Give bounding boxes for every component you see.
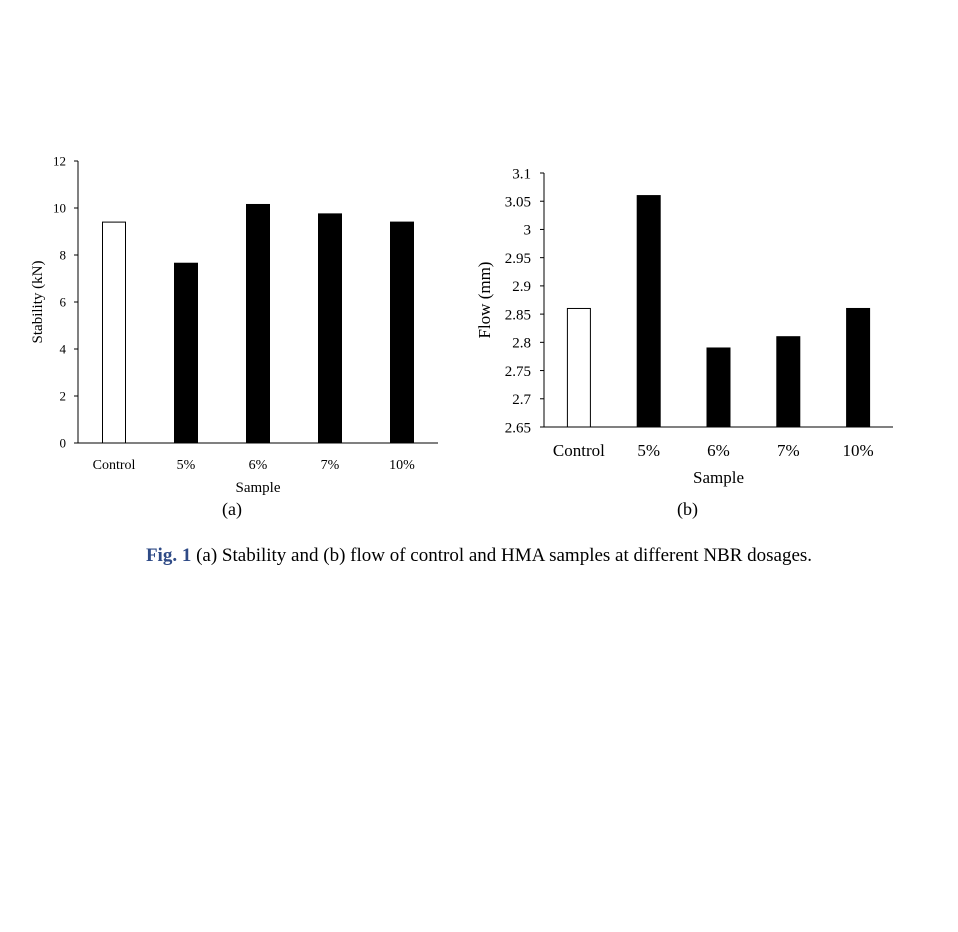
y-axis-label: Stability (kN) (30, 260, 46, 344)
x-category-label: 10% (389, 458, 415, 473)
y-tick-label: 2.75 (504, 363, 531, 380)
y-tick-label: 2.95 (504, 250, 531, 267)
y-tick-label: 3.1 (512, 166, 531, 183)
y-tick-label: 2.9 (512, 279, 531, 296)
x-axis-label: Sample (235, 480, 281, 496)
chart-b-flow (475, 166, 893, 487)
caption-text: (a) Stability and (b) flow of control and HMA samples at different NBR dosages. (191, 545, 813, 566)
bar-control (103, 222, 126, 443)
bar-7pct (777, 337, 800, 427)
y-tick-label: 3 (523, 222, 531, 239)
figure-number: Fig. 1 (145, 545, 192, 566)
panel-label-b: (b) (677, 499, 698, 519)
x-category-label: 6% (248, 458, 268, 473)
x-category-label: 6% (707, 441, 730, 460)
panel-label-a: (a) (222, 499, 242, 519)
x-category-label: 5% (176, 458, 196, 473)
x-category-label: Control (552, 441, 605, 460)
chart-a-stability (30, 154, 438, 496)
y-tick-label: 12 (53, 153, 66, 169)
y-tick-label: 2.85 (504, 307, 531, 324)
bar-10pct (391, 222, 414, 443)
bar-10pct (847, 308, 870, 427)
figure-caption (0, 545, 958, 567)
x-category-label: Control (92, 458, 136, 473)
x-category-label: 7% (320, 458, 340, 473)
y-tick-label: 2 (59, 388, 66, 404)
y-tick-label: 2.65 (504, 420, 531, 437)
y-axis-label: Flow (mm) (475, 261, 494, 339)
y-tick-label: 4 (59, 341, 66, 357)
x-axis-label: Sample (693, 468, 744, 487)
bar-7pct (319, 214, 342, 443)
bar-5pct (175, 263, 198, 443)
y-tick-label: 0 (59, 435, 66, 451)
bar-6pct (707, 348, 730, 427)
x-category-label: 7% (776, 441, 800, 460)
x-category-label: 10% (842, 441, 874, 460)
y-tick-label: 8 (59, 247, 66, 263)
bar-control (567, 308, 590, 427)
bar-6pct (247, 204, 270, 443)
y-tick-label: 2.7 (512, 392, 531, 409)
y-tick-label: 6 (59, 294, 66, 310)
y-tick-label: 2.8 (512, 335, 531, 352)
bar-5pct (637, 196, 660, 427)
y-tick-label: 3.05 (504, 194, 531, 211)
x-category-label: 5% (637, 441, 661, 460)
y-tick-label: 10 (53, 200, 66, 216)
